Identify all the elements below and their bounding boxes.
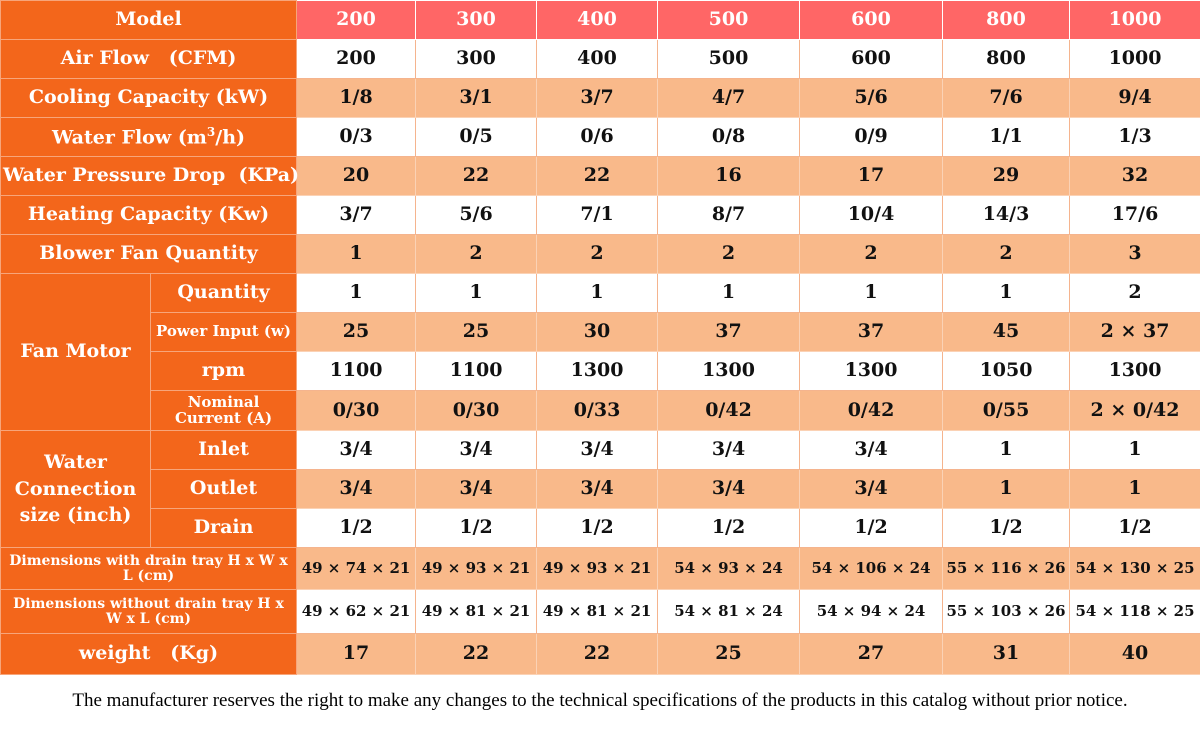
value-cell: 1	[943, 431, 1070, 470]
water-outlet-row	[1, 470, 1200, 509]
value-cell: 0/6	[537, 118, 658, 157]
model-cell: 400	[537, 1, 658, 40]
value-cell: 2 × 37	[1070, 313, 1200, 352]
dimensions-with-tray-label: Dimensions with drain tray H x W x L (cm)	[1, 548, 297, 590]
value-cell: 1100	[297, 352, 416, 391]
value-cell: 1/2	[800, 509, 943, 548]
value-cell: 3/4	[800, 431, 943, 470]
water-flow-row	[1, 118, 1200, 157]
value-cell: 31	[943, 634, 1070, 675]
value-cell: 1/2	[416, 509, 537, 548]
value-cell: 22	[537, 157, 658, 196]
value-cell: 40	[1070, 634, 1200, 675]
value-cell: 1	[1070, 431, 1200, 470]
value-cell: 2	[658, 235, 800, 274]
value-cell: 1	[800, 274, 943, 313]
value-cell: 54 × 81 × 24	[658, 590, 800, 634]
value-cell: 2 × 0/42	[1070, 391, 1200, 431]
value-cell: 45	[943, 313, 1070, 352]
power-input-label: Power Input (w)	[151, 313, 297, 352]
value-cell: 2	[537, 235, 658, 274]
value-cell: 55 × 103 × 26	[943, 590, 1070, 634]
water-inlet-row	[1, 431, 1200, 470]
value-cell: 54 × 130 × 25	[1070, 548, 1200, 590]
value-cell: 0/42	[800, 391, 943, 431]
value-cell: 22	[537, 634, 658, 675]
value-cell: 1	[297, 235, 416, 274]
model-cell: 500	[658, 1, 800, 40]
value-cell: 32	[1070, 157, 1200, 196]
value-cell: 400	[537, 40, 658, 79]
blower-fan-quantity-row	[1, 235, 1200, 274]
weight-label: weight (Kg)	[1, 634, 297, 675]
fan-motor-quantity-row	[1, 274, 1200, 313]
fan-motor-rpm-row	[1, 352, 1200, 391]
value-cell: 3/7	[297, 196, 416, 235]
value-cell: 0/55	[943, 391, 1070, 431]
fan-motor-nominal-current-row	[1, 391, 1200, 431]
value-cell: 27	[800, 634, 943, 675]
dimensions-with-tray-row	[1, 548, 1200, 590]
value-cell: 37	[800, 313, 943, 352]
drain-label: Drain	[151, 509, 297, 548]
value-cell: 2	[1070, 274, 1200, 313]
value-cell: 0/33	[537, 391, 658, 431]
value-cell: 1100	[416, 352, 537, 391]
value-cell: 0/30	[416, 391, 537, 431]
value-cell: 22	[416, 634, 537, 675]
value-cell: 0/5	[416, 118, 537, 157]
value-cell: 3/4	[537, 431, 658, 470]
value-cell: 1300	[1070, 352, 1200, 391]
value-cell: 1/2	[297, 509, 416, 548]
rpm-label: rpm	[151, 352, 297, 391]
weight-row	[1, 634, 1200, 675]
value-cell: 54 × 118 × 25	[1070, 590, 1200, 634]
value-cell: 1300	[537, 352, 658, 391]
value-cell: 600	[800, 40, 943, 79]
value-cell: 1	[1070, 470, 1200, 509]
value-cell: 54 × 106 × 24	[800, 548, 943, 590]
value-cell: 3/1	[416, 79, 537, 118]
water-flow-label-pre: Water Flow (m	[51, 126, 207, 149]
water-flow-label	[1, 118, 297, 157]
value-cell: 800	[943, 40, 1070, 79]
value-cell: 1	[416, 274, 537, 313]
value-cell: 3/4	[297, 431, 416, 470]
value-cell: 3/4	[297, 470, 416, 509]
value-cell: 300	[416, 40, 537, 79]
value-cell: 5/6	[416, 196, 537, 235]
water-flow-label-post: /h)	[215, 126, 246, 149]
value-cell: 9/4	[1070, 79, 1200, 118]
value-cell: 7/6	[943, 79, 1070, 118]
value-cell: 1	[297, 274, 416, 313]
value-cell: 8/7	[658, 196, 800, 235]
air-flow-row	[1, 40, 1200, 79]
value-cell: 1300	[800, 352, 943, 391]
value-cell: 2	[800, 235, 943, 274]
value-cell: 5/6	[800, 79, 943, 118]
nominal-current-label: Nominal Current (A)	[151, 391, 297, 431]
fan-motor-power-input-row	[1, 313, 1200, 352]
value-cell: 2	[943, 235, 1070, 274]
water-drain-row	[1, 509, 1200, 548]
value-cell: 14/3	[943, 196, 1070, 235]
footer-note: The manufacturer reserves the right to make any changes to the technical specifications of the products in this catalog without prior notice.	[72, 690, 1128, 711]
cooling-capacity-row	[1, 79, 1200, 118]
value-cell: 1/2	[537, 509, 658, 548]
water-connection-label: Water Connection size (inch)	[1, 431, 151, 548]
value-cell: 1/2	[1070, 509, 1200, 548]
blower-fan-quantity-label: Blower Fan Quantity	[1, 235, 297, 274]
value-cell: 49 × 93 × 21	[416, 548, 537, 590]
value-cell: 54 × 94 × 24	[800, 590, 943, 634]
heating-capacity-row	[1, 196, 1200, 235]
fan-motor-quantity-label: Quantity	[151, 274, 297, 313]
heating-capacity-label: Heating Capacity (Kw)	[1, 196, 297, 235]
value-cell: 1	[537, 274, 658, 313]
value-cell: 49 × 81 × 21	[416, 590, 537, 634]
value-cell: 25	[416, 313, 537, 352]
model-cell: 600	[800, 1, 943, 40]
model-cell: 800	[943, 1, 1070, 40]
water-pressure-drop-label: Water Pressure Drop (KPa)	[1, 157, 297, 196]
value-cell: 17	[800, 157, 943, 196]
value-cell: 49 × 62 × 21	[297, 590, 416, 634]
value-cell: 1/3	[1070, 118, 1200, 157]
value-cell: 29	[943, 157, 1070, 196]
header-row	[1, 1, 1200, 40]
value-cell: 0/3	[297, 118, 416, 157]
model-cell: 300	[416, 1, 537, 40]
outlet-label: Outlet	[151, 470, 297, 509]
value-cell: 22	[416, 157, 537, 196]
value-cell: 4/7	[658, 79, 800, 118]
value-cell: 25	[297, 313, 416, 352]
value-cell: 1	[943, 470, 1070, 509]
value-cell: 0/30	[297, 391, 416, 431]
value-cell: 200	[297, 40, 416, 79]
value-cell: 3/4	[537, 470, 658, 509]
value-cell: 49 × 81 × 21	[537, 590, 658, 634]
value-cell: 17	[297, 634, 416, 675]
value-cell: 500	[658, 40, 800, 79]
value-cell: 49 × 74 × 21	[297, 548, 416, 590]
value-cell: 10/4	[800, 196, 943, 235]
value-cell: 3/4	[416, 431, 537, 470]
value-cell: 0/9	[800, 118, 943, 157]
water-flow-label-sup: 3	[206, 124, 216, 139]
value-cell: 1	[658, 274, 800, 313]
model-cell: 1000	[1070, 1, 1200, 40]
value-cell: 3/7	[537, 79, 658, 118]
value-cell: 1/2	[943, 509, 1070, 548]
inlet-label: Inlet	[151, 431, 297, 470]
value-cell: 30	[537, 313, 658, 352]
value-cell: 54 × 93 × 24	[658, 548, 800, 590]
value-cell: 3/4	[658, 431, 800, 470]
fan-motor-label: Fan Motor	[1, 274, 151, 431]
value-cell: 25	[658, 634, 800, 675]
value-cell: 17/6	[1070, 196, 1200, 235]
model-label: Model	[1, 1, 297, 40]
value-cell: 20	[297, 157, 416, 196]
air-flow-label: Air Flow (CFM)	[1, 40, 297, 79]
water-pressure-drop-row	[1, 157, 1200, 196]
value-cell: 49 × 93 × 21	[537, 548, 658, 590]
value-cell: 3/4	[658, 470, 800, 509]
value-cell: 1/2	[658, 509, 800, 548]
value-cell: 7/1	[537, 196, 658, 235]
value-cell: 0/8	[658, 118, 800, 157]
cooling-capacity-label: Cooling Capacity (kW)	[1, 79, 297, 118]
value-cell: 55 × 116 × 26	[943, 548, 1070, 590]
value-cell: 1000	[1070, 40, 1200, 79]
value-cell: 1050	[943, 352, 1070, 391]
value-cell: 3/4	[416, 470, 537, 509]
value-cell: 16	[658, 157, 800, 196]
value-cell: 3/4	[800, 470, 943, 509]
value-cell: 3	[1070, 235, 1200, 274]
value-cell: 1300	[658, 352, 800, 391]
value-cell: 0/42	[658, 391, 800, 431]
value-cell: 1	[943, 274, 1070, 313]
value-cell: 1/1	[943, 118, 1070, 157]
value-cell: 1/8	[297, 79, 416, 118]
value-cell: 2	[416, 235, 537, 274]
dimensions-without-tray-row	[1, 590, 1200, 634]
dimensions-without-tray-label: Dimensions without drain tray H x W x L (cm)	[1, 590, 297, 634]
model-cell: 200	[297, 1, 416, 40]
value-cell: 37	[658, 313, 800, 352]
